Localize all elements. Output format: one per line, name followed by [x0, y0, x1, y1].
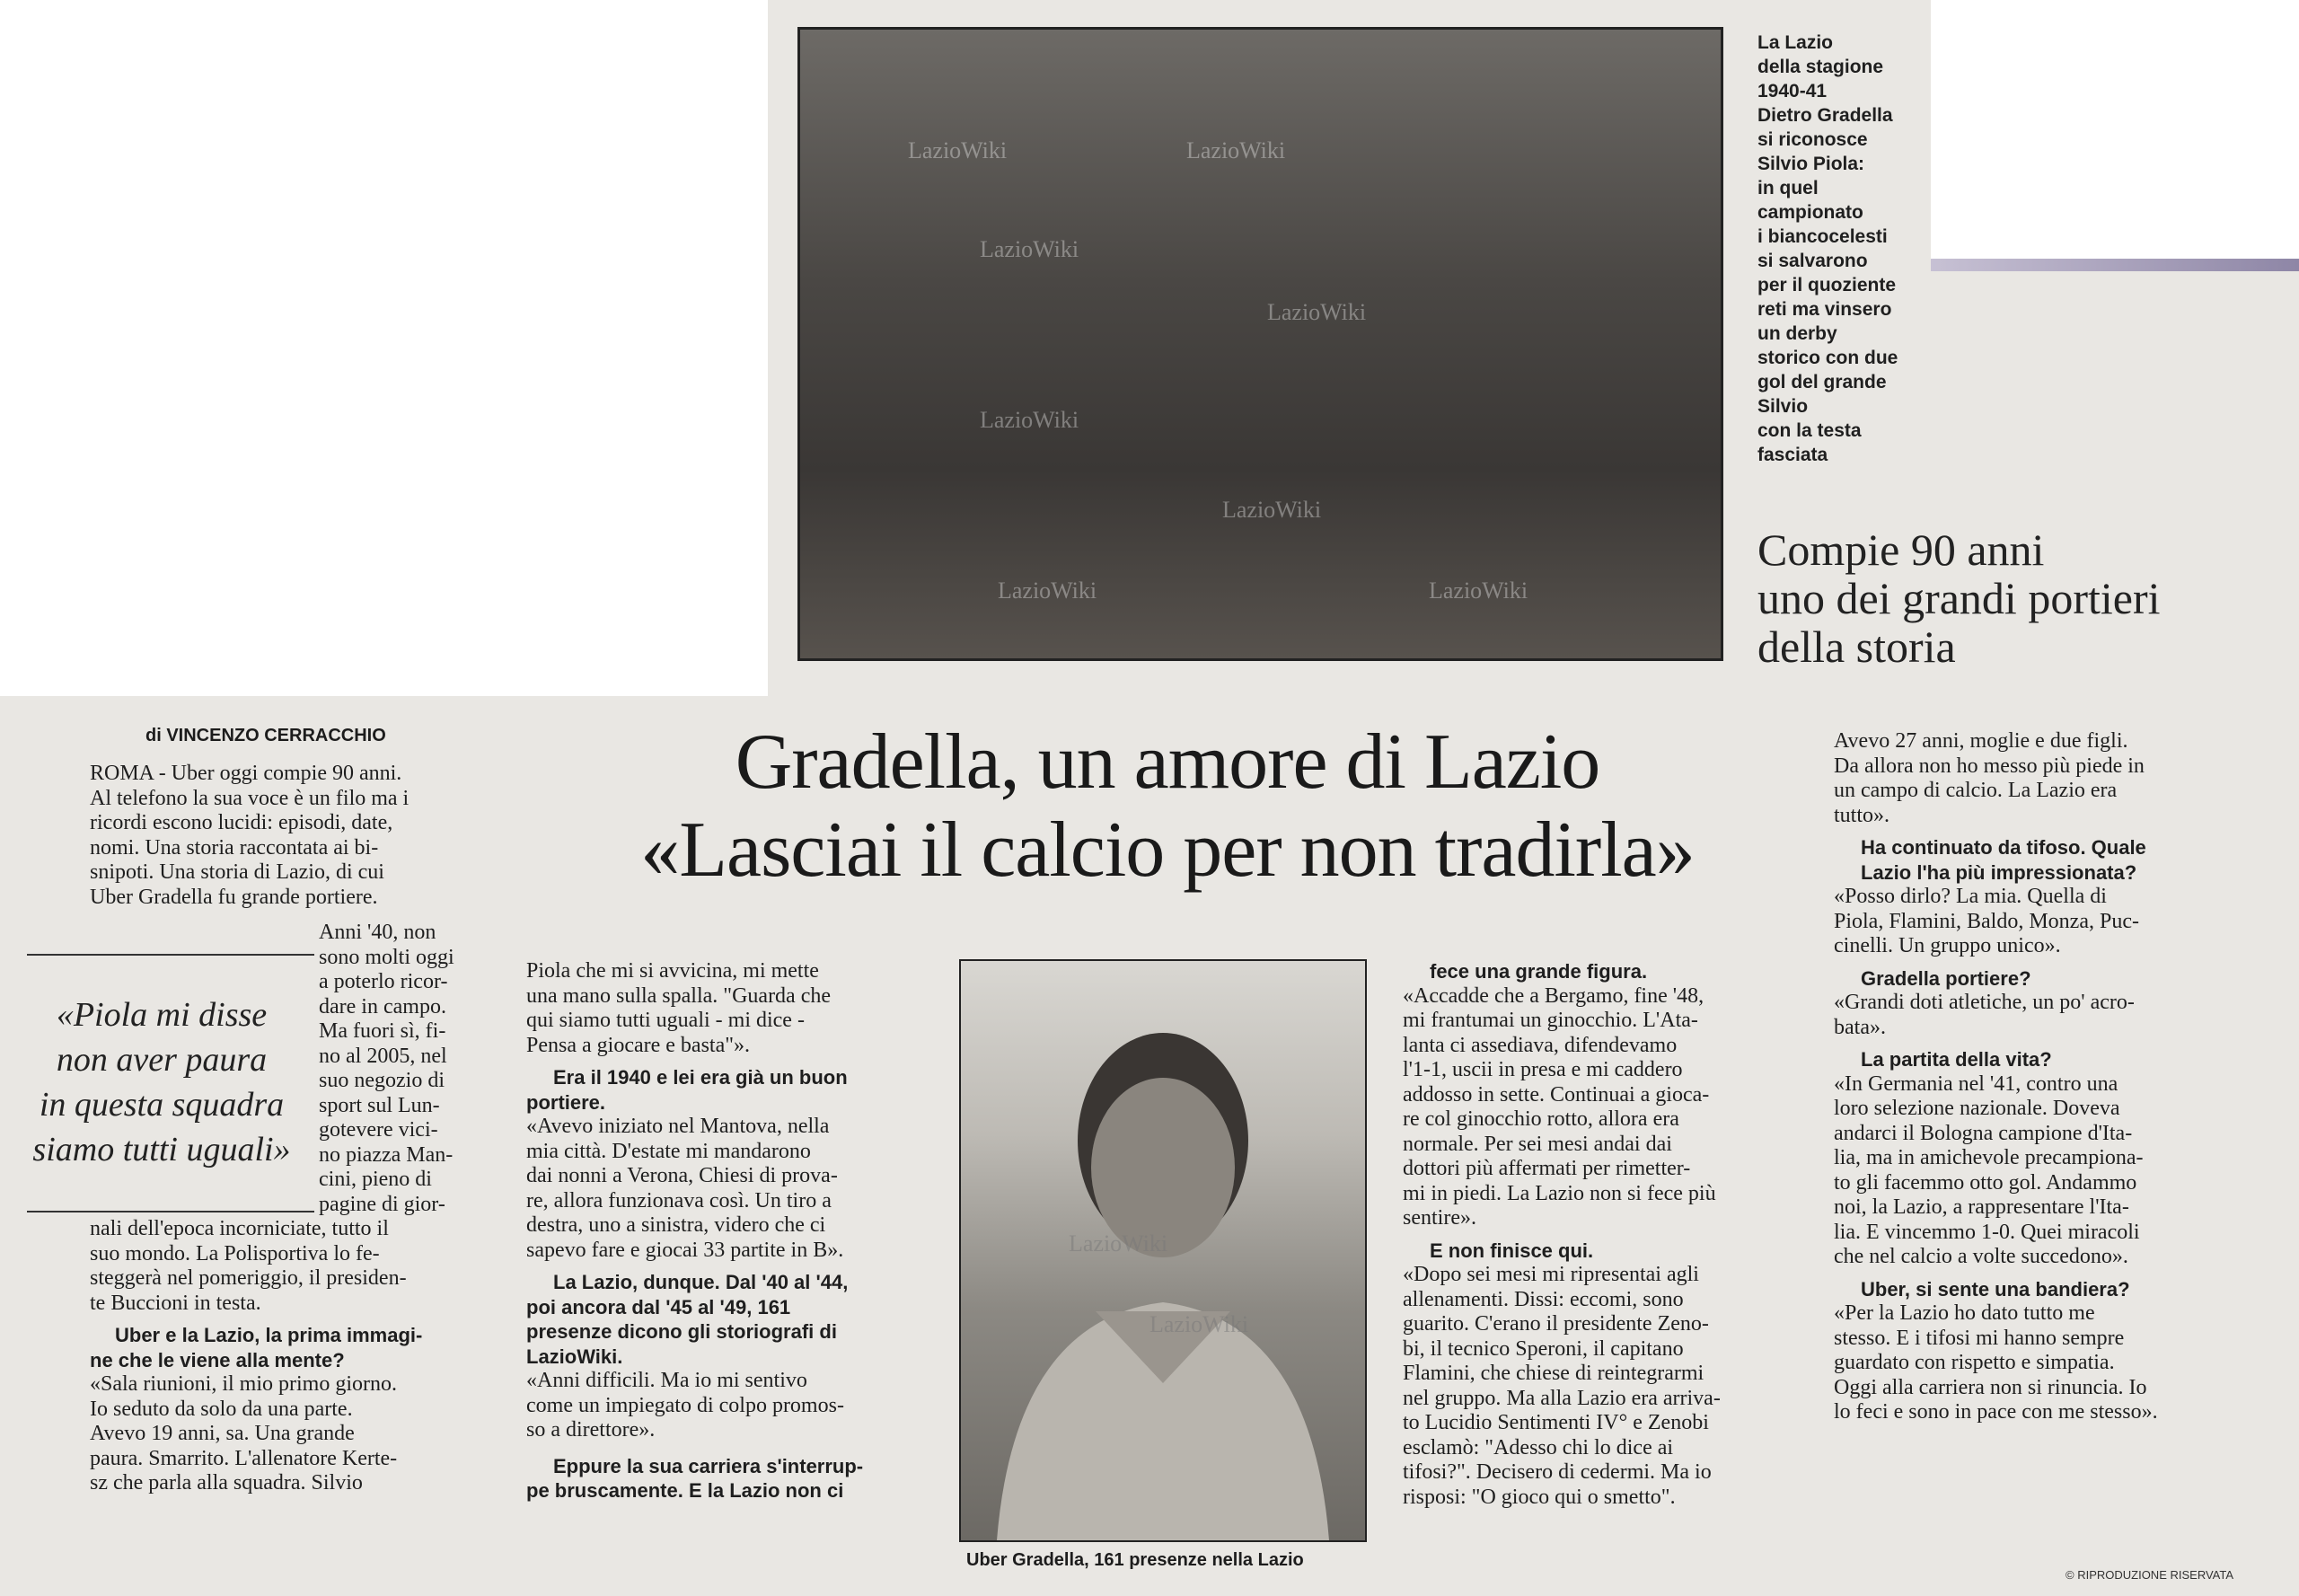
text-line: paura. Smarrito. L'allenatore Kerte-	[90, 1446, 398, 1470]
interview-question: fece una grande figura.	[1430, 960, 1648, 983]
text-line: Uber Gradella fu grande portiere.	[90, 885, 378, 909]
text-line: nali dell'epoca incorniciate, tutto il	[90, 1217, 389, 1240]
text-line: Pensa a giocare e basta"».	[526, 1033, 751, 1057]
text-line: Avevo 27 anni, moglie e due figli.	[1834, 729, 2128, 753]
interview-question: ne che le viene alla mente?	[90, 1348, 345, 1371]
interview-question: Ha continuato da tifoso. Quale	[1861, 836, 2146, 859]
text-line: bata».	[1834, 1015, 1886, 1039]
portrait-watermark: LazioWiki	[1069, 1230, 1168, 1257]
text-line: cinelli. Un gruppo unico».	[1834, 934, 2061, 957]
interview-question: Eppure la sua carriera s'interrup-	[553, 1454, 864, 1477]
interview-question: La partita della vita?	[1861, 1048, 2052, 1071]
text-line: Ma fuori sì, fi-	[319, 1019, 446, 1043]
text-line: no al 2005, nel	[319, 1044, 447, 1068]
caption-line: in quel	[1757, 178, 1819, 198]
text-line: sono molti oggi	[319, 945, 454, 969]
text-line: allenamenti. Dissi: eccomi, sono	[1403, 1287, 1684, 1311]
text-line: cini, pieno di	[319, 1168, 432, 1191]
text-line: no piazza Man-	[319, 1142, 454, 1167]
interview-question: Uber, si sente una bandiera?	[1861, 1277, 2130, 1301]
pull-quote-top-rule	[27, 954, 314, 956]
text-line: nomi. Una storia raccontata ai bi-	[90, 835, 379, 860]
interview-question: La Lazio, dunque. Dal '40 al '44,	[553, 1271, 849, 1293]
text-line: Da allora non ho messo più piede in	[1834, 754, 2145, 778]
portrait-photo	[959, 959, 1367, 1542]
text-line: dare in campo.	[319, 994, 446, 1018]
text-line: sz che parla alla squadra. Silvio	[90, 1471, 363, 1495]
caption-line: si salvarono	[1757, 251, 1868, 271]
text-line: pagine di gior-	[319, 1192, 445, 1216]
pull-quote	[18, 992, 305, 1172]
caption-line: campionato	[1757, 202, 1863, 223]
copyright: © RIPRODUZIONE RISERVATA	[2066, 1568, 2234, 1582]
text-line: mi in piedi. La Lazio non si fece più	[1403, 1181, 1716, 1205]
text-line: re, allora funzionava così. Un tiro a	[526, 1188, 832, 1212]
interview-question: Lazio l'ha più impressionata?	[1861, 860, 2137, 884]
caption-line: un derby	[1757, 323, 1837, 344]
text-line: Oggi alla carriera non si rinuncia. Io	[1834, 1375, 2147, 1399]
headline	[512, 719, 1823, 895]
text-line: esclamò: "Adesso chi lo dice ai	[1403, 1435, 1674, 1459]
text-line: risposi: "O gioco qui o smetto".	[1403, 1485, 1676, 1509]
photo-watermark: LazioWiki	[908, 137, 1008, 163]
text-line: ROMA - Uber oggi compie 90 anni.	[90, 762, 402, 785]
text-line: gotevere vici-	[319, 1118, 438, 1142]
caption-line: La Lazio	[1757, 32, 1834, 53]
caption-line: Dietro Gradella	[1757, 105, 1893, 126]
column-1-wrap	[319, 921, 454, 1217]
text-line: «Sala riunioni, il mio primo giorno.	[90, 1372, 397, 1396]
portrait-caption: Uber Gradella, 161 presenze nella Lazio	[966, 1550, 1304, 1570]
column-4	[1834, 729, 2158, 1425]
text-line: normale. Per sei mesi andai dai	[1403, 1132, 1672, 1156]
text-line: Io seduto da solo da una parte.	[90, 1397, 353, 1421]
text-line: noi, la Lazio, a rappresentare l'Ita-	[1834, 1195, 2129, 1219]
caption-line: fasciata	[1757, 445, 1828, 465]
interview-question: pe bruscamente. E la Lazio non ci	[526, 1479, 844, 1502]
interview-question: Uber e la Lazio, la prima immagi-	[115, 1324, 423, 1346]
text-line: Piola, Flamini, Baldo, Monza, Puc-	[1834, 909, 2139, 933]
text-line: steggerà nel pomeriggio, il presiden-	[90, 1266, 407, 1290]
column-3	[1403, 959, 1721, 1510]
text-line: andarci il Bologna campione d'Ita-	[1834, 1121, 2133, 1145]
column-2	[526, 959, 863, 1503]
text-line: Piola che mi si avvicina, mi mette	[526, 959, 819, 983]
text-line: Anni '40, non	[319, 921, 436, 944]
text-line: Avevo 19 anni, sa. Una grande	[90, 1422, 355, 1445]
text-line: lo feci e sono in pace con me stesso».	[1834, 1400, 2158, 1424]
text-line: stesso. E i tifosi mi hanno sempre	[1834, 1326, 2125, 1350]
photo-watermark: LazioWiki	[980, 236, 1079, 262]
caption-line: reti ma vinsero	[1757, 299, 1892, 320]
text-line: tutto».	[1834, 803, 1890, 827]
text-line: so a direttore».	[526, 1418, 656, 1442]
text-line: sapevo fare e giocai 33 partite in B».	[526, 1238, 844, 1262]
photo-watermark: LazioWiki	[1267, 299, 1367, 325]
text-line: to gli facemmo otto gol. Andammo	[1834, 1170, 2137, 1195]
text-line: «Dopo sei mesi mi ripresentai agli	[1403, 1263, 1699, 1286]
photo-watermark: LazioWiki	[998, 578, 1097, 604]
caption-line: 1940-41	[1757, 81, 1828, 101]
text-line: snipoti. Una storia di Lazio, di cui	[90, 860, 384, 884]
interview-question: poi ancora dal '45 al '49, 161	[526, 1295, 791, 1318]
column-1-bottom	[90, 1217, 422, 1496]
top-right-shadow	[1931, 259, 2299, 271]
text-line: «Posso dirlo? La mia. Quella di	[1834, 885, 2107, 908]
text-line: a poterlo ricor-	[319, 970, 448, 993]
interview-question: presenze dicono gli storiografi di	[526, 1320, 837, 1343]
text-line: destra, uno a sinistra, videro che ci	[526, 1213, 826, 1237]
photo-watermark: LazioWiki	[1186, 137, 1286, 163]
text-line: addosso in sette. Continuai a gioca-	[1403, 1082, 1710, 1107]
byline: di VINCENZO CERRACCHIO	[145, 726, 386, 745]
portrait-watermark: LazioWiki	[1150, 1311, 1249, 1337]
pull-quote-bottom-rule	[27, 1211, 314, 1212]
text-line: Flamini, che chiese di reintegrarmi	[1403, 1362, 1704, 1385]
pull-quote-line: non aver paura	[56, 1041, 268, 1079]
text-line: «Anni difficili. Ma io mi sentivo	[526, 1369, 807, 1392]
text-line: che nel calcio a volte succedono».	[1834, 1245, 2128, 1268]
caption-line: della stagione	[1757, 57, 1884, 77]
text-line: «Accadde che a Bergamo, fine '48,	[1403, 983, 1704, 1008]
text-line: come un impiegato di colpo promos-	[526, 1393, 844, 1417]
text-line: «In Germania nel '41, contro una	[1834, 1071, 2118, 1096]
interview-question: E non finisce qui.	[1430, 1239, 1594, 1262]
interview-question: Gradella portiere?	[1861, 966, 2031, 990]
text-line: sport sul Lun-	[319, 1093, 440, 1117]
text-line: sentire».	[1403, 1206, 1476, 1230]
text-line: bi, il tecnico Speroni, il capitano	[1403, 1336, 1684, 1361]
caption-line: gol del grande	[1757, 372, 1887, 392]
caption-line: Silvio	[1757, 396, 1809, 417]
text-line: suo negozio di	[319, 1069, 445, 1092]
text-line: guarito. C'erano il presidente Zeno-	[1403, 1312, 1709, 1336]
text-line: «Avevo iniziato nel Mantova, nella	[526, 1115, 830, 1138]
sub-headline-line: Compie 90 anni	[1757, 525, 2045, 575]
text-line: nel gruppo. Ma alla Lazio era arriva-	[1403, 1386, 1721, 1410]
text-line: qui siamo tutti uguali - mi dice -	[526, 1009, 805, 1032]
interview-question: portiere.	[526, 1090, 606, 1114]
text-line: una mano sulla spalla. "Guarda che	[526, 983, 832, 1008]
interview-question: Era il 1940 e lei era già un buon	[553, 1066, 848, 1089]
top-right-blank	[1931, 0, 2299, 259]
photo-caption	[1757, 31, 1928, 467]
text-line: lia. E vincemmo 1-0. Quei miracoli	[1834, 1220, 2140, 1244]
sub-headline	[1757, 525, 2161, 671]
text-line: lanta ci assediava, difendevamo	[1403, 1033, 1678, 1057]
text-line: «Grandi doti atletiche, un po' acro-	[1834, 991, 2135, 1014]
text-line: dottori più affermati per rimetter-	[1403, 1157, 1691, 1180]
text-line: dai nonni a Verona, Chiesi di prova-	[526, 1164, 838, 1187]
sub-headline-line: uno dei grandi portieri	[1757, 573, 2161, 623]
caption-line: si riconosce	[1757, 129, 1868, 150]
column-1-intro	[90, 762, 409, 910]
caption-line: Silvio Piola:	[1757, 154, 1865, 174]
text-line: tifosi?". Decisero di cedermi. Ma io	[1403, 1460, 1712, 1484]
caption-line: i biancocelesti	[1757, 226, 1888, 247]
text-line: loro selezione nazionale. Doveva	[1834, 1097, 2120, 1120]
sub-headline-line: della storia	[1757, 622, 1956, 672]
caption-line: per il quoziente	[1757, 275, 1897, 295]
text-line: Al telefono la sua voce è un filo ma i	[90, 786, 410, 810]
text-line: guardato con rispetto e simpatia.	[1834, 1351, 2115, 1374]
text-line: un campo di calcio. La Lazio era	[1834, 779, 2118, 802]
text-line: «Per la Lazio ho dato tutto me	[1834, 1301, 2095, 1325]
text-line: mi frantumai un ginocchio. L'Ata-	[1403, 1009, 1698, 1032]
text-line: l'1-1, uscii in presa e mi caddero	[1403, 1058, 1683, 1081]
text-line: lia, ma in amichevole precampiona-	[1834, 1146, 2144, 1169]
caption-line: storico con due	[1757, 348, 1898, 368]
text-line: to Lucidio Sentimenti IV° e Zenobi	[1403, 1411, 1709, 1434]
photo-watermark: LazioWiki	[1429, 578, 1528, 604]
text-line: re col ginocchio rotto, allora era	[1403, 1107, 1679, 1131]
pull-quote-line: «Piola mi disse	[56, 996, 268, 1034]
text-line: mia città. D'estate mi mandarono	[526, 1139, 811, 1163]
team-photo	[797, 27, 1723, 661]
photo-watermark: LazioWiki	[980, 407, 1079, 433]
photo-watermark: LazioWiki	[1222, 497, 1322, 523]
pull-quote-line: siamo tutti uguali»	[32, 1131, 291, 1168]
text-line: suo mondo. La Polisportiva lo fe-	[90, 1241, 380, 1265]
headline-line: «Lasciai il calcio per non tradirla»	[640, 807, 1695, 894]
caption-line: con la testa	[1757, 420, 1862, 441]
interview-question: LazioWiki.	[526, 1345, 623, 1368]
text-line: te Buccioni in testa.	[90, 1291, 261, 1315]
pull-quote-line: in questa squadra	[39, 1086, 285, 1124]
headline-line: Gradella, un amore di Lazio	[735, 719, 1600, 806]
text-line: ricordi escono lucidi: episodi, date,	[90, 811, 393, 834]
